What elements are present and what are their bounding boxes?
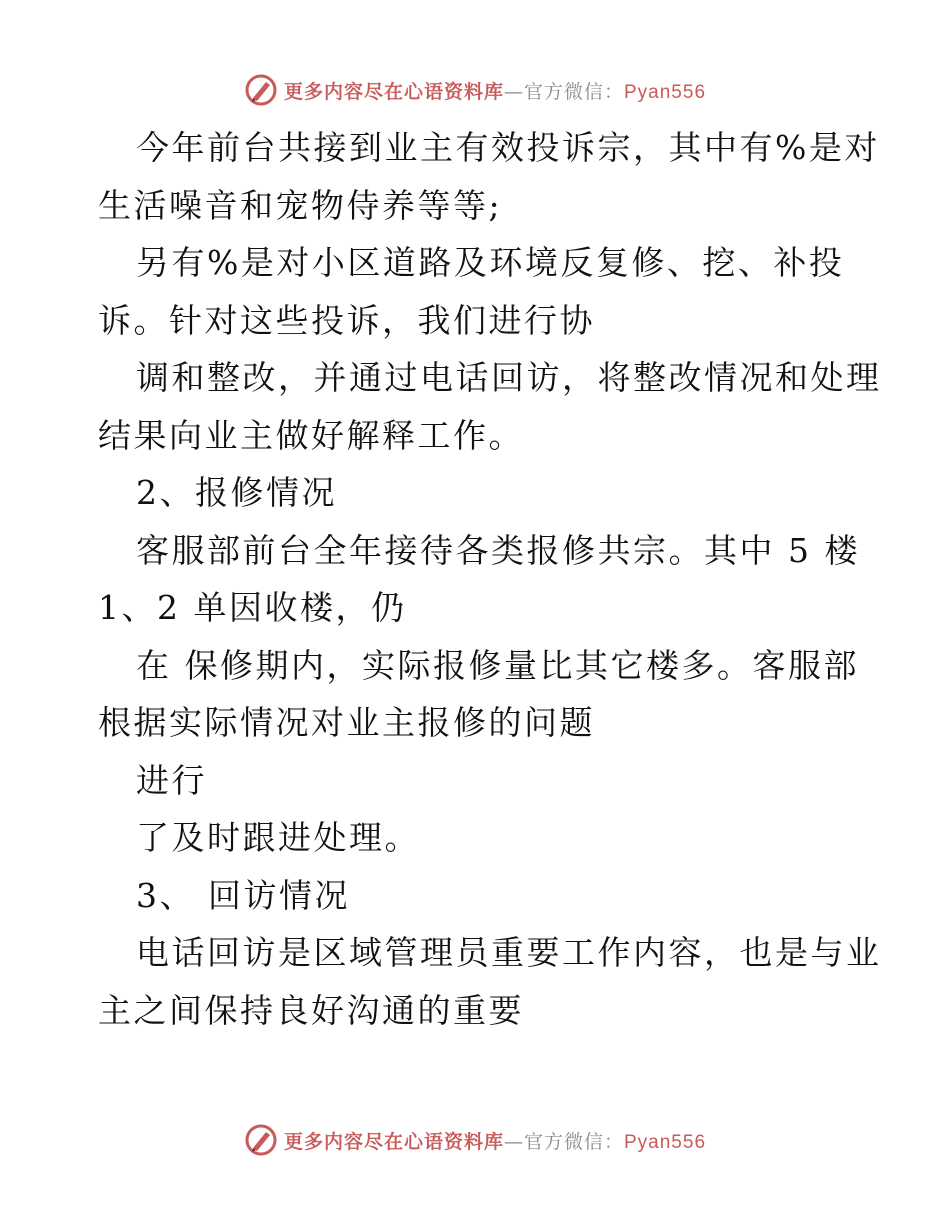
text-line: 进行 <box>136 760 207 800</box>
text-line: 生活噪音和宠物侍养等等; <box>98 185 503 225</box>
banner-wechat-id: Pyan556 <box>624 81 707 103</box>
header-banner <box>0 70 950 110</box>
banner-text <box>284 77 706 104</box>
text-line: 另有%是对小区道路及环境反复修、挖、补投 <box>136 243 845 282</box>
text-line: 主之间保持良好沟通的重要 <box>98 990 524 1030</box>
text-line: 在 保修期内，实际报修量比其它楼多。客服部 <box>136 645 859 685</box>
banner-separator: — <box>503 1130 524 1153</box>
text-line: 调和整改，并通过电话回访，将整改情况和处理 <box>136 358 882 397</box>
pen-logo-icon <box>244 1123 278 1157</box>
text-line: 客服部前台全年接待各类报修共宗。其中 5 楼 <box>136 530 860 570</box>
text-line: 了及时跟进处理。 <box>136 818 420 857</box>
document-body <box>98 119 882 1039</box>
text-line: 3、 回访情况 <box>136 875 350 915</box>
footer-banner <box>0 1120 950 1160</box>
banner-sub-text: 官方微信： <box>523 80 624 103</box>
banner-main-text: 更多内容尽在心语资料库 <box>283 1130 504 1153</box>
pen-logo-icon <box>244 73 278 107</box>
text-line: 电话回访是区域管理员重要工作内容，也是与业 <box>136 933 882 972</box>
banner-wechat-id: Pyan556 <box>624 1131 707 1153</box>
banner-separator: — <box>503 80 524 103</box>
text-line: 诉。针对这些投诉，我们进行协 <box>98 300 595 340</box>
text-line: 结果向业主做好解释工作。 <box>98 415 524 455</box>
text-line: 2、报修情况 <box>136 473 337 512</box>
banner-main-text: 更多内容尽在心语资料库 <box>283 80 504 103</box>
banner-text <box>284 1127 706 1154</box>
text-line: 根据实际情况对业主报修的问题 <box>98 703 595 742</box>
text-line: 今年前台共接到业主有效投诉宗，其中有%是对 <box>136 128 880 167</box>
text-line: 1、2 单因收楼，仍 <box>98 588 407 627</box>
banner-sub-text: 官方微信： <box>523 1130 624 1153</box>
